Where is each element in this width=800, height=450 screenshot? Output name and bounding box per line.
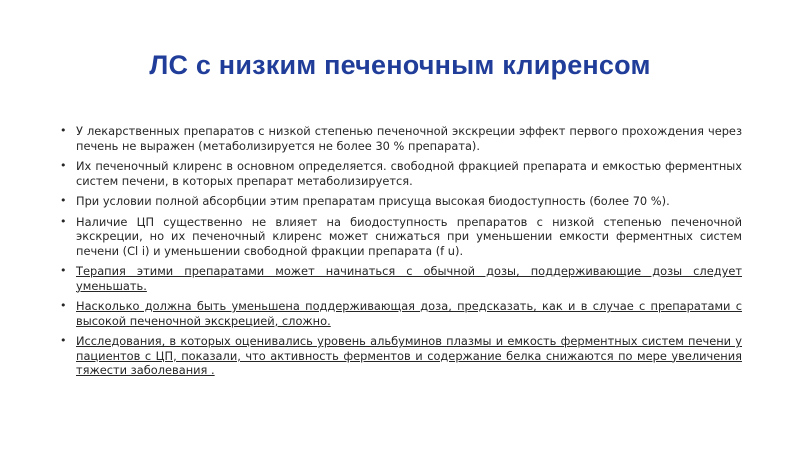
bullet-item bbox=[58, 215, 742, 259]
bullet-list bbox=[58, 124, 742, 384]
bullet-dot-icon: • bbox=[60, 264, 67, 277]
bullet-text: Наличие ЦП существенно не влияет на биодоступность препаратов с низкой степенью печеночной экскреции, но их печеночный клиренс может снижаться при уменьшении емкости ферментных систем печени (Cl i) и уменьшении свободной фракции препарата (f u). bbox=[76, 214, 742, 258]
bullet-item bbox=[58, 194, 742, 209]
bullet-dot-icon: • bbox=[60, 299, 67, 312]
bullet-text: Насколько должна быть уменьшена поддерживающая доза, предсказать, как и в случае с препаратами с высокой печеночной экскрецией, сложно. bbox=[76, 299, 742, 328]
bullet-item bbox=[58, 159, 742, 188]
bullet-text: Их печеночный клиренс в основном определяется. свободной фракцией препарата и емкостью ферментных систем печени, в которых препарат метаболизируется. bbox=[76, 159, 742, 188]
bullet-item bbox=[58, 124, 742, 153]
bullet-dot-icon: • bbox=[60, 194, 67, 207]
slide-title: ЛС с низким печеночным клиренсом bbox=[149, 50, 651, 80]
bullet-dot-icon: • bbox=[60, 334, 67, 347]
bullet-dot-icon: • bbox=[60, 159, 67, 172]
bullet-item bbox=[58, 334, 742, 378]
bullet-text: При условии полной абсорбции этим препаратам присуща высокая биодоступность (более 70 %). bbox=[76, 194, 670, 208]
bullet-text: Терапия этими препаратами может начинаться с обычной дозы, поддерживающие дозы следует уменьшать. bbox=[76, 264, 742, 293]
bullet-item bbox=[58, 299, 742, 328]
bullet-dot-icon: • bbox=[60, 214, 67, 228]
bullet-text: У лекарственных препаратов с низкой степенью печеночной экскреции эффект первого прохождения через печень не выражен (метаболизируется не более 30 % препарата). bbox=[76, 124, 742, 153]
bullet-item bbox=[58, 264, 742, 293]
bullet-text: Исследования, в которых оценивались уровень альбуминов плазмы и емкость ферментных систем печени у пациентов с ЦП, показали, что активность ферментов и содержание белка снижаются по мере увеличения тяжести заболевания . bbox=[76, 334, 742, 377]
bullet-dot-icon: • bbox=[60, 124, 67, 137]
